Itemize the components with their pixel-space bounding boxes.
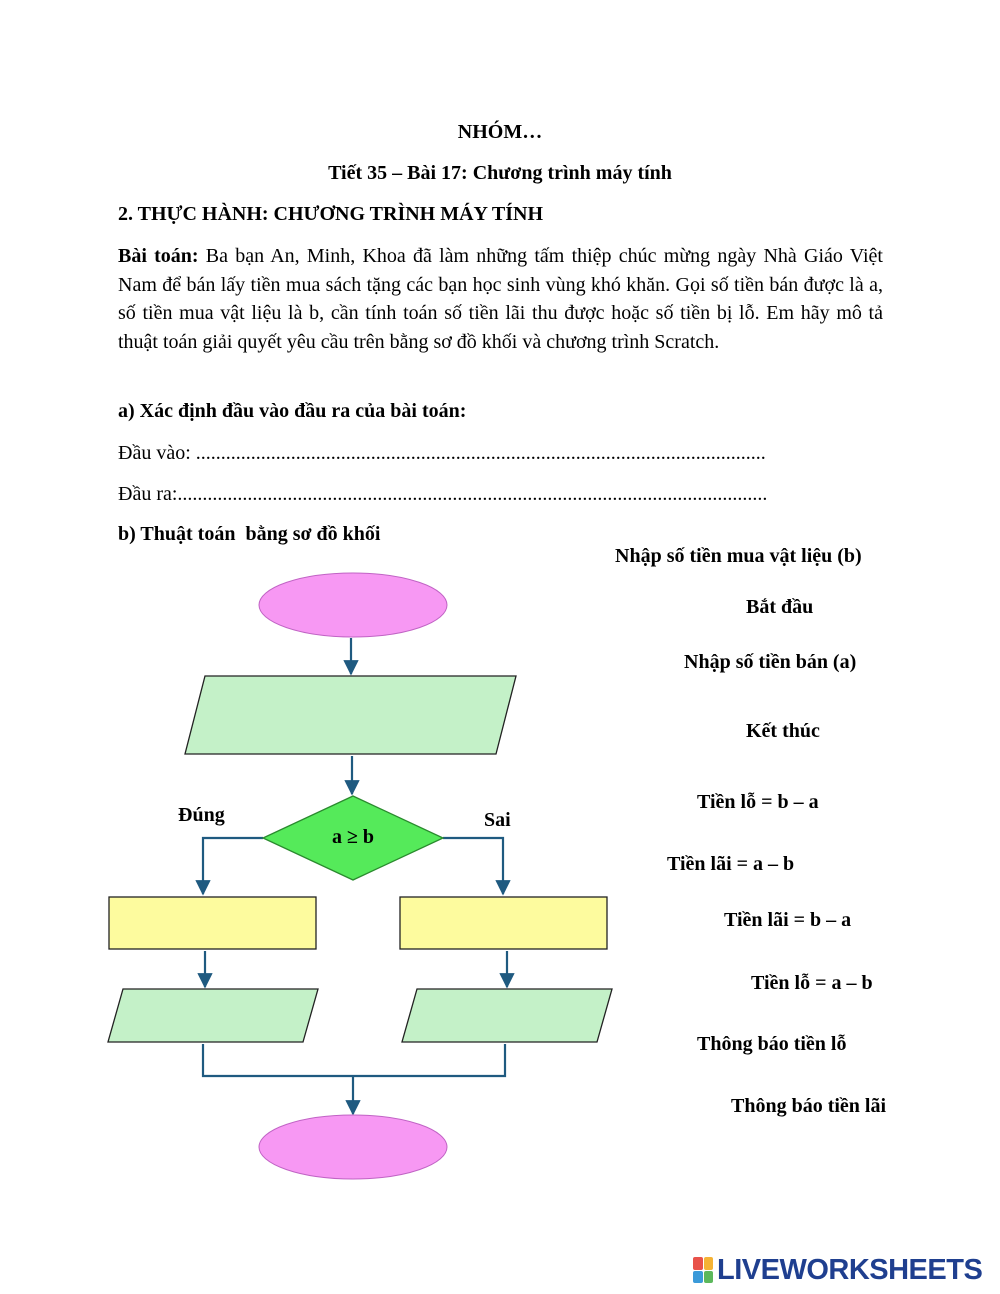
right-process-box-slot[interactable] bbox=[400, 897, 607, 949]
start-oval-slot[interactable] bbox=[259, 573, 447, 637]
liveworksheets-logo bbox=[693, 1255, 982, 1285]
left-output-parallelogram-slot[interactable] bbox=[108, 989, 318, 1042]
option-start[interactable]: Bắt đầu bbox=[746, 596, 814, 618]
option-input-material-cost[interactable]: Nhập số tiền mua vật liệu (b) bbox=[615, 545, 862, 567]
right-output-parallelogram-slot[interactable] bbox=[402, 989, 612, 1042]
decision-label: a ≥ b bbox=[331, 826, 375, 848]
option-end[interactable]: Kết thúc bbox=[746, 720, 820, 742]
part-a-heading: a) Xác định đầu vào đầu ra của bài toán: bbox=[118, 400, 467, 422]
lesson-title: Tiết 35 – Bài 17: Chương trình máy tính bbox=[328, 162, 672, 184]
liveworksheets-logo-icon bbox=[693, 1257, 713, 1283]
liveworksheets-logo-text: LIVEWORKSHEETS bbox=[717, 1253, 983, 1286]
section-heading: 2. THỰC HÀNH: CHƯƠNG TRÌNH MÁY TÍNH bbox=[118, 203, 544, 225]
no-branch-label: Sai bbox=[484, 809, 511, 831]
yes-branch-label: Đúng bbox=[178, 804, 225, 826]
arrow-decision-yes bbox=[203, 838, 263, 894]
problem-label: Bài toán: bbox=[118, 245, 199, 267]
option-profit-a-minus-b[interactable]: Tiền lãi = a – b bbox=[667, 853, 795, 875]
merge-connector bbox=[203, 1044, 505, 1076]
option-show-profit[interactable]: Thông báo tiền lãi bbox=[731, 1095, 887, 1117]
option-input-sale-amount[interactable]: Nhập số tiền bán (a) bbox=[684, 651, 857, 673]
option-show-loss[interactable]: Thông báo tiền lỗ bbox=[697, 1033, 847, 1055]
option-loss-b-minus-a[interactable]: Tiền lỗ = b – a bbox=[697, 791, 819, 813]
end-oval-slot[interactable] bbox=[259, 1115, 447, 1179]
left-process-box-slot[interactable] bbox=[109, 897, 316, 949]
arrow-decision-no bbox=[443, 838, 503, 894]
output-answer-line[interactable]: Đầu ra:...................................................................................................................... bbox=[118, 483, 768, 505]
group-name: NHÓM… bbox=[457, 121, 543, 143]
input-parallelogram-slot[interactable] bbox=[185, 676, 516, 754]
problem-text: Ba bạn An, Minh, Khoa đã làm những tấm thiệp chúc mừng ngày Nhà Giáo Việt Nam để bán lấy tiền mua sách tặng các bạn học sinh vùng khó khăn. Gọi số tiền bán được là a, số tiền mua vật liệu là b, cần tính toán số tiền lãi thu được hoặc số tiền bị lỗ. Em hãy mô tả thuật toán giải quyết yêu cầu trên bằng sơ đồ khối và chương trình Scratch. bbox=[118, 245, 883, 353]
input-answer-line[interactable]: Đầu vào: .................................................................................................................. bbox=[118, 442, 766, 464]
option-loss-a-minus-b[interactable]: Tiền lỗ = a – b bbox=[751, 972, 873, 994]
option-profit-b-minus-a[interactable]: Tiền lãi = b – a bbox=[724, 909, 852, 931]
part-b-heading: b) Thuật toán bằng sơ đồ khối bbox=[118, 523, 381, 545]
